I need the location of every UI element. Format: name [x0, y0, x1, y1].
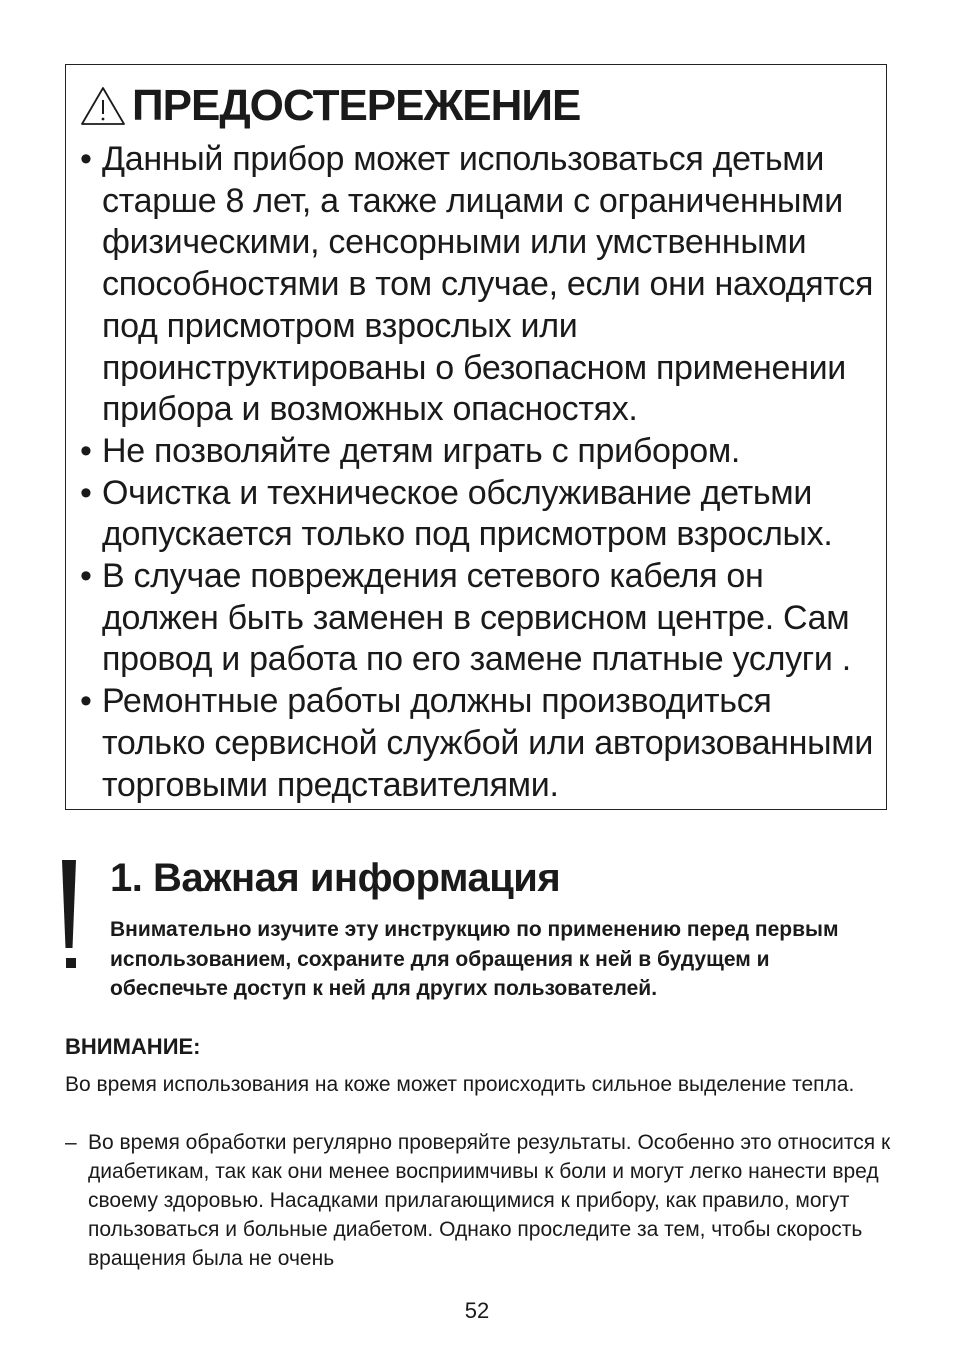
- dash-item-text: Во время обработки регулярно проверяйте результаты. Особенно это относится к диабетикам, так как они менее восприимчивы к боли и могут легко нанести вред своему здоровью. Насадками прилагающимися к прибору, как правило, могут пользоваться и больные диабетом. Однако проследите за тем, чтобы скорость вращения была не очень: [88, 1131, 891, 1270]
- warning-item: [80, 681, 880, 806]
- warning-item-text: Ремонтные работы должны производиться только сервисной службой или авторизованными торговыми представителями.: [102, 682, 874, 804]
- warning-item: [80, 556, 880, 681]
- warning-item: [80, 139, 880, 431]
- bullet: •: [80, 140, 92, 178]
- bullet: •: [80, 682, 92, 721]
- section-intro: Внимательно изучите эту инструкцию по применению перед первым использованием, сохраните для обращения к ней в будущем и обеспечьте доступ к ней для других пользователей.: [110, 918, 839, 1000]
- bullet: •: [80, 557, 92, 596]
- bullet: •: [80, 431, 92, 470]
- warning-item-text: В случае повреждения сетевого кабеля он должен быть заменен в сервисном центре. Сам провод и работа по его замене платные услуги .: [102, 557, 851, 679]
- warning-item-text: Не позволяйте детям играть с прибором.: [102, 431, 741, 470]
- warning-box: [65, 64, 887, 810]
- warning-title: ПРЕДОСТЕРЕЖЕНИЕ: [132, 81, 581, 130]
- warning-item: [80, 431, 880, 473]
- dash-marker: –: [65, 1131, 77, 1154]
- warning-item: [80, 473, 880, 556]
- exclamation-bar: [62, 860, 76, 948]
- warning-item-text: Данный прибор может использоваться детьми старше 8 лет, а также лицами с ограниченными физическими, сенсорными или умственными способностями в том случае, если они находятся под присмотром взрослых или проинструктированы о безопасном применении прибора и возможных опасностях.: [102, 140, 874, 429]
- warning-heading: [80, 81, 580, 131]
- attention-text: Во время использования на коже может происходить сильное выделение тепла.: [65, 1073, 855, 1096]
- bullet: •: [80, 473, 92, 512]
- page-number: 52: [464, 1298, 490, 1323]
- warning-triangle-icon: [80, 86, 126, 126]
- attention-title: ВНИМАНИЕ:: [65, 1034, 201, 1059]
- section-heading: 1. Важная информация: [110, 856, 561, 900]
- exclamation-dot: [66, 958, 76, 968]
- warning-list: [80, 139, 880, 806]
- warning-item-text: Очистка и техническое обслуживание детьми допускается только под присмотром взрослых.: [102, 473, 833, 554]
- attention-dash-item: [65, 1128, 895, 1273]
